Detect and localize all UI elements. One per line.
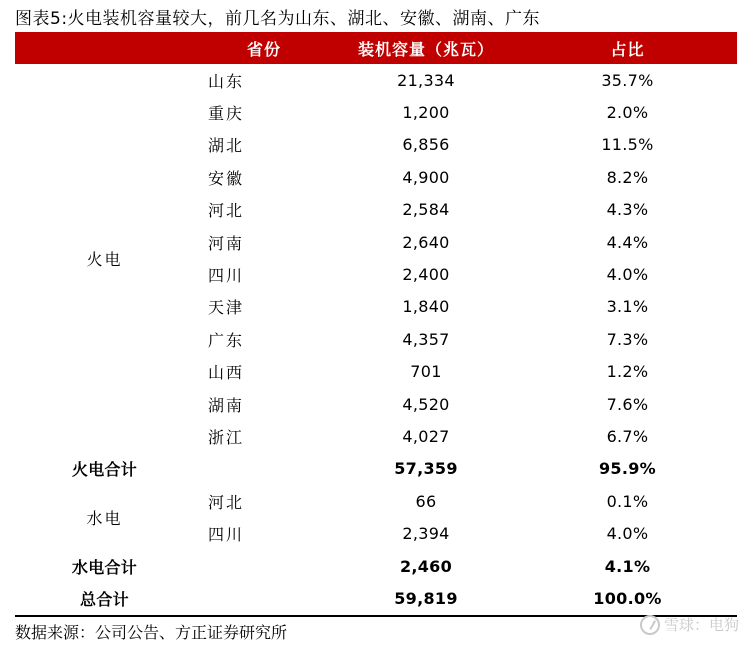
capacity-cell: 4,027 [402, 426, 450, 446]
capacity-cell: 66 [415, 491, 437, 511]
province-cell: 湖南 [208, 395, 245, 415]
subtotal-share: 95.9% [598, 459, 656, 479]
snowball-logo-icon [640, 615, 660, 635]
share-cell: 11.5% [601, 135, 654, 155]
province-cell: 安徽 [208, 168, 245, 188]
table-row [15, 485, 737, 517]
capacity-cell: 701 [410, 362, 442, 382]
province-cell: 浙江 [208, 427, 245, 447]
subtotal-capacity: 57,359 [394, 459, 458, 479]
capacity-cell: 4,900 [402, 167, 450, 187]
share-cell: 2.0% [606, 103, 649, 123]
province-cell: 四川 [208, 525, 245, 545]
capacity-cell: 4,357 [402, 329, 450, 349]
province-cell: 河北 [208, 492, 245, 512]
total-label: 总合计 [15, 582, 194, 615]
subtotal-empty-cell [194, 453, 334, 485]
share-cell: 35.7% [601, 70, 654, 90]
header-capacity: 装机容量（兆瓦） [357, 39, 494, 59]
share-cell: 6.7% [606, 426, 649, 446]
capacity-cell: 2,400 [402, 265, 450, 285]
share-cell: 4.3% [606, 200, 649, 220]
watermark-text: 雪球：电狗 [663, 616, 739, 634]
capacity-cell: 2,640 [402, 232, 450, 252]
subtotal-empty-cell [194, 550, 334, 582]
capacity-cell: 1,200 [402, 103, 450, 123]
table-header-row [15, 32, 737, 64]
share-cell: 0.1% [606, 491, 649, 511]
capacity-cell: 4,520 [402, 394, 450, 414]
header-share: 占比 [610, 39, 645, 59]
header-category [15, 32, 194, 64]
province-cell: 天津 [208, 298, 245, 318]
share-cell: 7.3% [606, 329, 649, 349]
category-cell-thermal: 火电 [86, 249, 123, 269]
capacity-cell: 2,394 [402, 524, 450, 544]
subtotal-row-thermal [15, 453, 737, 485]
subtotal-share: 4.1% [604, 556, 651, 576]
province-cell: 山西 [208, 363, 245, 383]
source-note: 数据来源：公司公告、方正证券研究所 [15, 623, 288, 642]
grand-total-row [15, 582, 737, 615]
subtotal-label: 水电合计 [71, 557, 138, 577]
province-cell: 湖北 [208, 136, 245, 156]
capacity-cell: 21,334 [397, 70, 455, 90]
share-cell: 7.6% [606, 394, 649, 414]
province-cell: 重庆 [208, 104, 245, 124]
watermark [640, 614, 739, 635]
subtotal-label: 火电合计 [71, 460, 138, 480]
table-caption: 图表5:火电装机容量较大，前几名为山东、湖北、安徽、湖南、广东 [15, 9, 541, 29]
total-capacity: 59,819 [334, 582, 518, 615]
province-cell: 四川 [208, 266, 245, 286]
capacity-table-container [15, 32, 737, 617]
capacity-cell: 1,840 [402, 297, 450, 317]
share-cell: 4.4% [606, 232, 649, 252]
category-cell-hydro: 水电 [86, 508, 123, 528]
total-empty-cell [194, 582, 334, 615]
province-cell: 河北 [208, 201, 245, 221]
table-row [15, 64, 737, 96]
capacity-cell: 6,856 [402, 135, 450, 155]
subtotal-row-hydro [15, 550, 737, 582]
capacity-cell: 2,584 [402, 200, 450, 220]
share-cell: 4.0% [606, 265, 649, 285]
share-cell: 4.0% [606, 524, 649, 544]
share-cell: 1.2% [606, 362, 649, 382]
province-cell: 河南 [208, 233, 245, 253]
share-cell: 3.1% [606, 297, 649, 317]
province-cell: 山东 [208, 71, 245, 91]
header-province: 省份 [246, 39, 281, 59]
share-cell: 8.2% [606, 167, 649, 187]
capacity-table [15, 32, 737, 617]
subtotal-capacity: 2,460 [399, 556, 453, 576]
province-cell: 广东 [208, 330, 245, 350]
total-share: 100.0% [518, 582, 737, 615]
